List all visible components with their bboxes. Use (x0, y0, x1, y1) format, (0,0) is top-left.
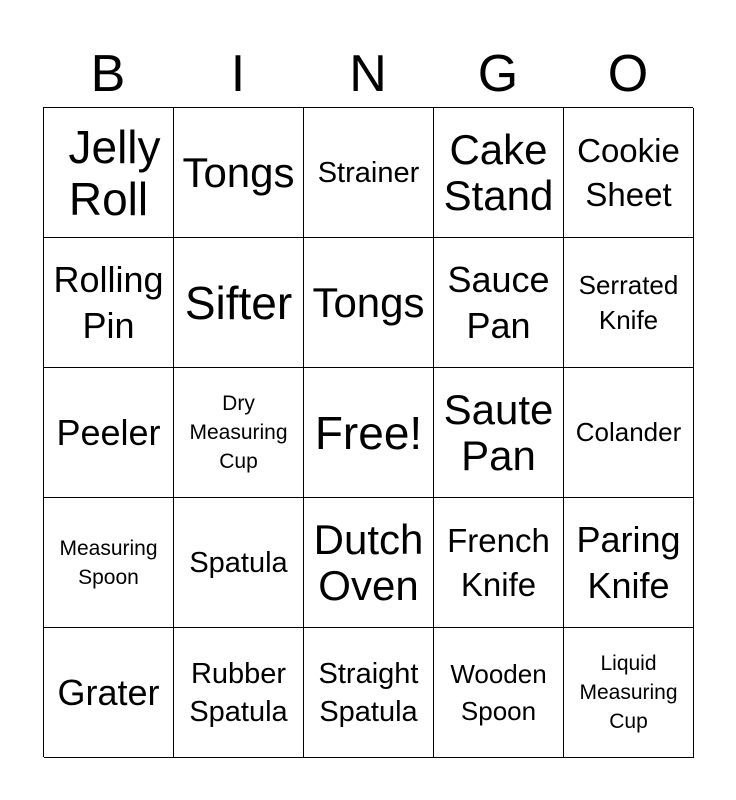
bingo-cell[interactable] (174, 498, 304, 628)
cell-label: Liquid Measuring Cup (579, 652, 678, 733)
cell-label: Serrated Knife (578, 269, 679, 335)
header-letter-g: G (477, 45, 519, 103)
bingo-cell[interactable] (434, 368, 564, 498)
cell-label: French Knife (447, 521, 550, 603)
bingo-cell[interactable] (304, 238, 434, 368)
bingo-cell[interactable] (44, 628, 174, 758)
header-letter-b: B (90, 45, 126, 103)
cell-label: Cake Stand (443, 125, 554, 219)
bingo-cell[interactable] (304, 498, 434, 628)
bingo-cell[interactable] (564, 238, 694, 368)
cell-label: Straight Spatula (318, 657, 419, 728)
bingo-cell[interactable] (174, 368, 304, 498)
cell-label: Wooden Spoon (450, 658, 547, 726)
bingo-cell[interactable] (434, 238, 564, 368)
bingo-cell[interactable] (564, 628, 694, 758)
header-letter-n: N (349, 45, 387, 103)
cell-label: Peeler (56, 411, 161, 453)
bingo-cell[interactable] (434, 108, 564, 238)
bingo-cell[interactable] (174, 628, 304, 758)
bingo-cell[interactable] (44, 498, 174, 628)
cell-label: Colander (575, 417, 682, 447)
bingo-cell[interactable] (304, 108, 434, 238)
cell-label: Spatula (189, 546, 288, 579)
bingo-header (43, 40, 693, 108)
cell-label: Saute Pan (443, 385, 554, 479)
bingo-cell[interactable] (434, 628, 564, 758)
cell-label: Rubber Spatula (189, 657, 288, 728)
bingo-cell[interactable] (564, 498, 694, 628)
cell-label: Strainer (317, 156, 420, 189)
bingo-cell[interactable] (304, 628, 434, 758)
header-letter-i: I (230, 45, 246, 103)
free-space[interactable] (304, 368, 434, 498)
cell-label: Free! (314, 406, 423, 459)
cell-label: Tongs (182, 148, 295, 196)
header-letter-o: O (607, 45, 649, 103)
bingo-cell[interactable] (44, 108, 174, 238)
bingo-cell[interactable] (434, 498, 564, 628)
bingo-cell[interactable] (564, 368, 694, 498)
cell-label: Rolling Pin (53, 258, 164, 346)
cell-label: Measuring Spoon (59, 536, 158, 589)
bingo-cell[interactable] (174, 108, 304, 238)
cell-label: Paring Knife (576, 518, 681, 606)
cell-label: Tongs (312, 278, 425, 326)
cell-label: Jelly Roll (68, 120, 161, 225)
cell-label: Grater (57, 671, 160, 713)
cell-label: Dutch Oven (313, 515, 424, 609)
bingo-cell[interactable] (564, 108, 694, 238)
cell-label: Sifter (184, 276, 293, 329)
cell-label: Sauce Pan (447, 258, 550, 346)
cell-label: Dry Measuring Cup (189, 392, 288, 473)
bingo-board (43, 107, 693, 757)
bingo-cell[interactable] (44, 238, 174, 368)
cell-label: Cookie Sheet (577, 131, 680, 213)
bingo-cell[interactable] (174, 238, 304, 368)
bingo-cell[interactable] (44, 368, 174, 498)
